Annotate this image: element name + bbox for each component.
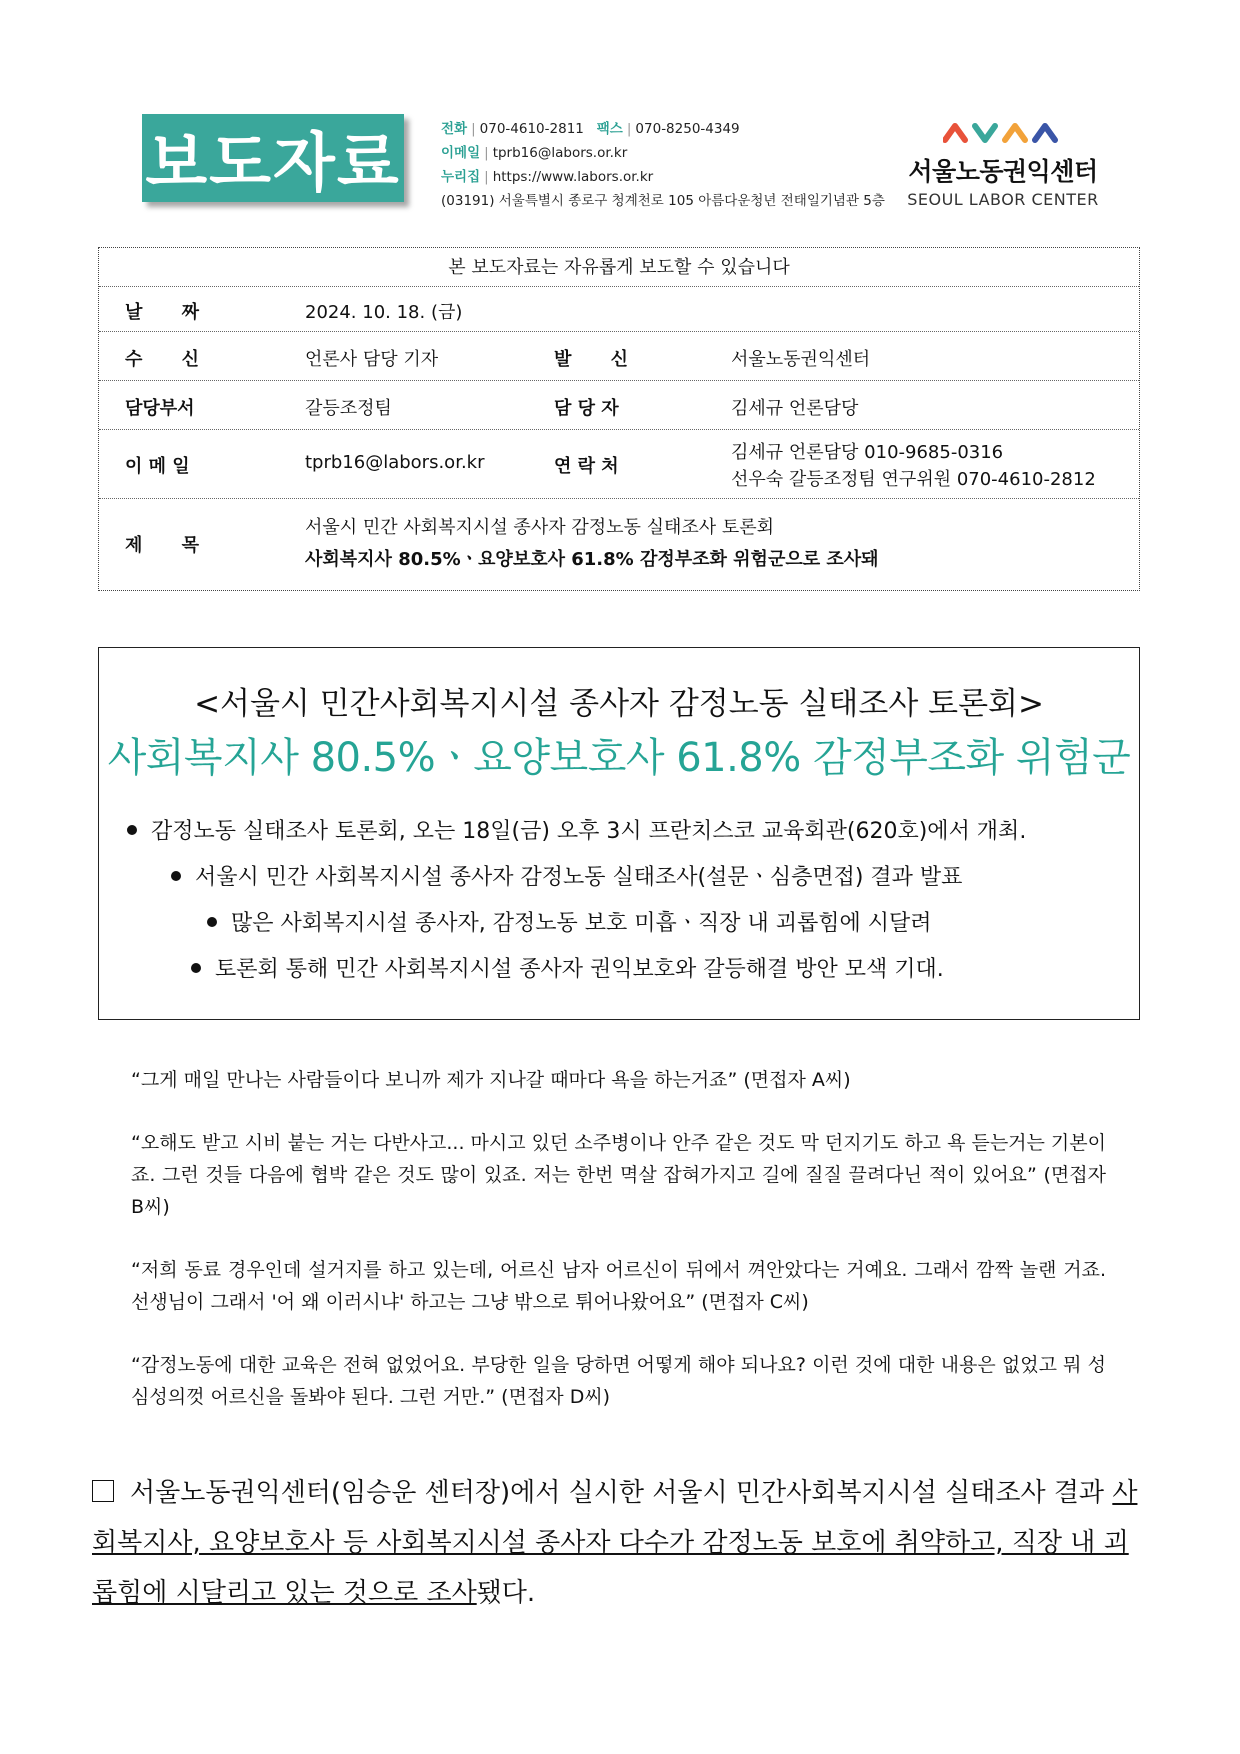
phone-label: 전화 xyxy=(441,121,468,137)
subject-label: 제 목 xyxy=(125,535,199,556)
from-value: 서울노동권익센터 xyxy=(731,349,871,370)
press-release-logo xyxy=(142,114,404,202)
headline-title: <서울시 민간사회복지시설 종사자 감정노동 실태조사 토론회> xyxy=(194,686,1044,722)
date-value: 2024. 10. 18. (금) xyxy=(305,302,463,323)
quote-c: “저희 동료 경우인데 설거지를 하고 있는데, 어르신 남자 어르신이 뒤에서 껴안았다는 거예요. 그래서 깜짝 놀랜 거죠. 선생님이 그래서 '어 왜 이러시냐' 하고는 그냥 밖으로 튀어나왔어요” (면접자 C씨) xyxy=(131,1259,1106,1313)
contact-block: 전화 | 070-4610-2811 팩스 | 070-8250-4349 이메일 | tprb16@labors.or.kr 누리집 | https://www.labors.or.kr (03191) 서울특별시 종로구 청계천로 105 아름다운청년 전태일기념관 5층 xyxy=(441,117,885,213)
to-label: 수 신 xyxy=(125,349,199,370)
headline-box xyxy=(98,647,1140,1020)
contact-line-2: 선우숙 갈등조정팀 연구위원 070-4610-2812 xyxy=(731,469,1096,490)
row-department xyxy=(99,380,1139,429)
dept-value: 갈등조정팀 xyxy=(305,398,392,419)
info-table xyxy=(98,247,1140,591)
lead-text: 서울노동권익센터(임승운 센터장)에서 실시한 서울시 민간사회복지시설 실태조사 결과 xyxy=(130,1478,1113,1508)
quote-a: “그게 매일 만나는 사람들이다 보니까 제가 지나갈 때마다 욕을 하는거죠” (면접자 A씨) xyxy=(131,1069,851,1091)
email-row-value[interactable]: tprb16@labors.or.kr xyxy=(305,452,485,473)
bullet-item: 많은 사회복지시설 종사자, 감정노동 보호 미흡ㆍ직장 내 괴롭힘에 시달려 xyxy=(207,906,932,937)
lead-paragraph xyxy=(92,1468,1152,1618)
headline-subtitle: 사회복지사 80.5%ㆍ요양보호사 61.8% 감정부조화 위험군 xyxy=(107,735,1131,781)
to-value: 언론사 담당 기자 xyxy=(305,349,439,370)
row-recipient xyxy=(99,331,1139,380)
email-label: 이메일 xyxy=(441,145,481,161)
dept-label: 담당부서 xyxy=(125,398,195,419)
row-date xyxy=(99,286,1139,331)
quote-b: “오해도 받고 시비 붙는 거는 다반사고... 마시고 있던 소주병이나 안주 같은 것도 막 던지기도 하고 욕 듣는거는 기본이죠. 그런 것들 다음에 협박 같은 것도 많이 있죠. 저는 한번 멱살 잡혀가지고 길에 질질 끌려다닌 적이 있어요” (면접자 B씨) xyxy=(131,1132,1106,1218)
org-mark-icon xyxy=(943,118,1063,146)
person-label: 담 당 자 xyxy=(554,398,619,419)
row-email xyxy=(99,429,1139,498)
org-logo xyxy=(898,118,1108,209)
fax-number: 070-8250-4349 xyxy=(635,121,740,137)
bullet-dot-icon xyxy=(127,825,137,835)
web-link[interactable]: https://www.labors.or.kr xyxy=(492,169,654,185)
fax-label: 팩스 xyxy=(596,121,623,137)
org-name: 서울노동권익센터 xyxy=(908,157,1098,186)
bullet-dot-icon xyxy=(207,917,217,927)
lead-tail: 됐다. xyxy=(476,1578,536,1608)
address: (03191) 서울특별시 종로구 청계천로 105 아름다운청년 전태일기념관 5층 xyxy=(441,193,885,209)
checkbox-square-icon xyxy=(92,1480,114,1502)
person-value: 김세규 언론담당 xyxy=(731,398,859,419)
bullet-item: 서울시 민간 사회복지시설 종사자 감정노동 실태조사(설문ㆍ심층면접) 결과 발표 xyxy=(171,860,962,891)
email-row-label: 이 메 일 xyxy=(125,456,190,477)
bullet-dot-icon xyxy=(171,871,181,881)
row-subject xyxy=(99,498,1139,591)
email-address[interactable]: tprb16@labors.or.kr xyxy=(492,145,628,161)
date-label: 날 짜 xyxy=(125,302,199,323)
bullet-dot-icon xyxy=(191,963,201,973)
contact-label: 연 락 처 xyxy=(554,456,619,477)
org-name-en: SEOUL LABOR CENTER xyxy=(907,190,1099,209)
web-label: 누리집 xyxy=(441,169,481,185)
quote-d: “감정노동에 대한 교육은 전혀 없었어요. 부당한 일을 당하면 어떻게 해야 되나요? 이런 것에 대한 내용은 없었고 뭐 성심성의껏 어르신을 돌봐야 된다. 그런 거만.” (면접자 D씨) xyxy=(131,1354,1106,1408)
logo-text: 보도자료 xyxy=(145,127,401,201)
contact-line-1: 김세규 언론담당 010-9685-0316 xyxy=(731,442,1004,463)
phone-number: 070-4610-2811 xyxy=(479,121,584,137)
subject-line-1: 서울시 민간 사회복지시설 종사자 감정노동 실태조사 토론회 xyxy=(305,517,775,538)
subject-line-2: 사회복지사 80.5%ㆍ요양보호사 61.8% 감정부조화 위험군으로 조사돼 xyxy=(305,549,879,570)
free-to-report-note: 본 보도자료는 자유롭게 보도할 수 있습니다 xyxy=(448,257,790,278)
bullet-item: 토론회 통해 민간 사회복지시설 종사자 권익보호와 갈등해결 방안 모색 기대. xyxy=(191,952,944,983)
from-label: 발 신 xyxy=(554,349,628,370)
bullet-item: 감정노동 실태조사 토론회, 오는 18일(금) 오후 3시 프란치스코 교육회관(620호)에서 개최. xyxy=(127,814,1026,845)
lead-underlined: 사회복지사, 요양보호사 등 사회복지시설 종사자 다수가 감정노동 보호에 취약하고, 직장 내 괴롭힘에 시달리고 있는 것으로 조사 xyxy=(92,1478,1138,1608)
